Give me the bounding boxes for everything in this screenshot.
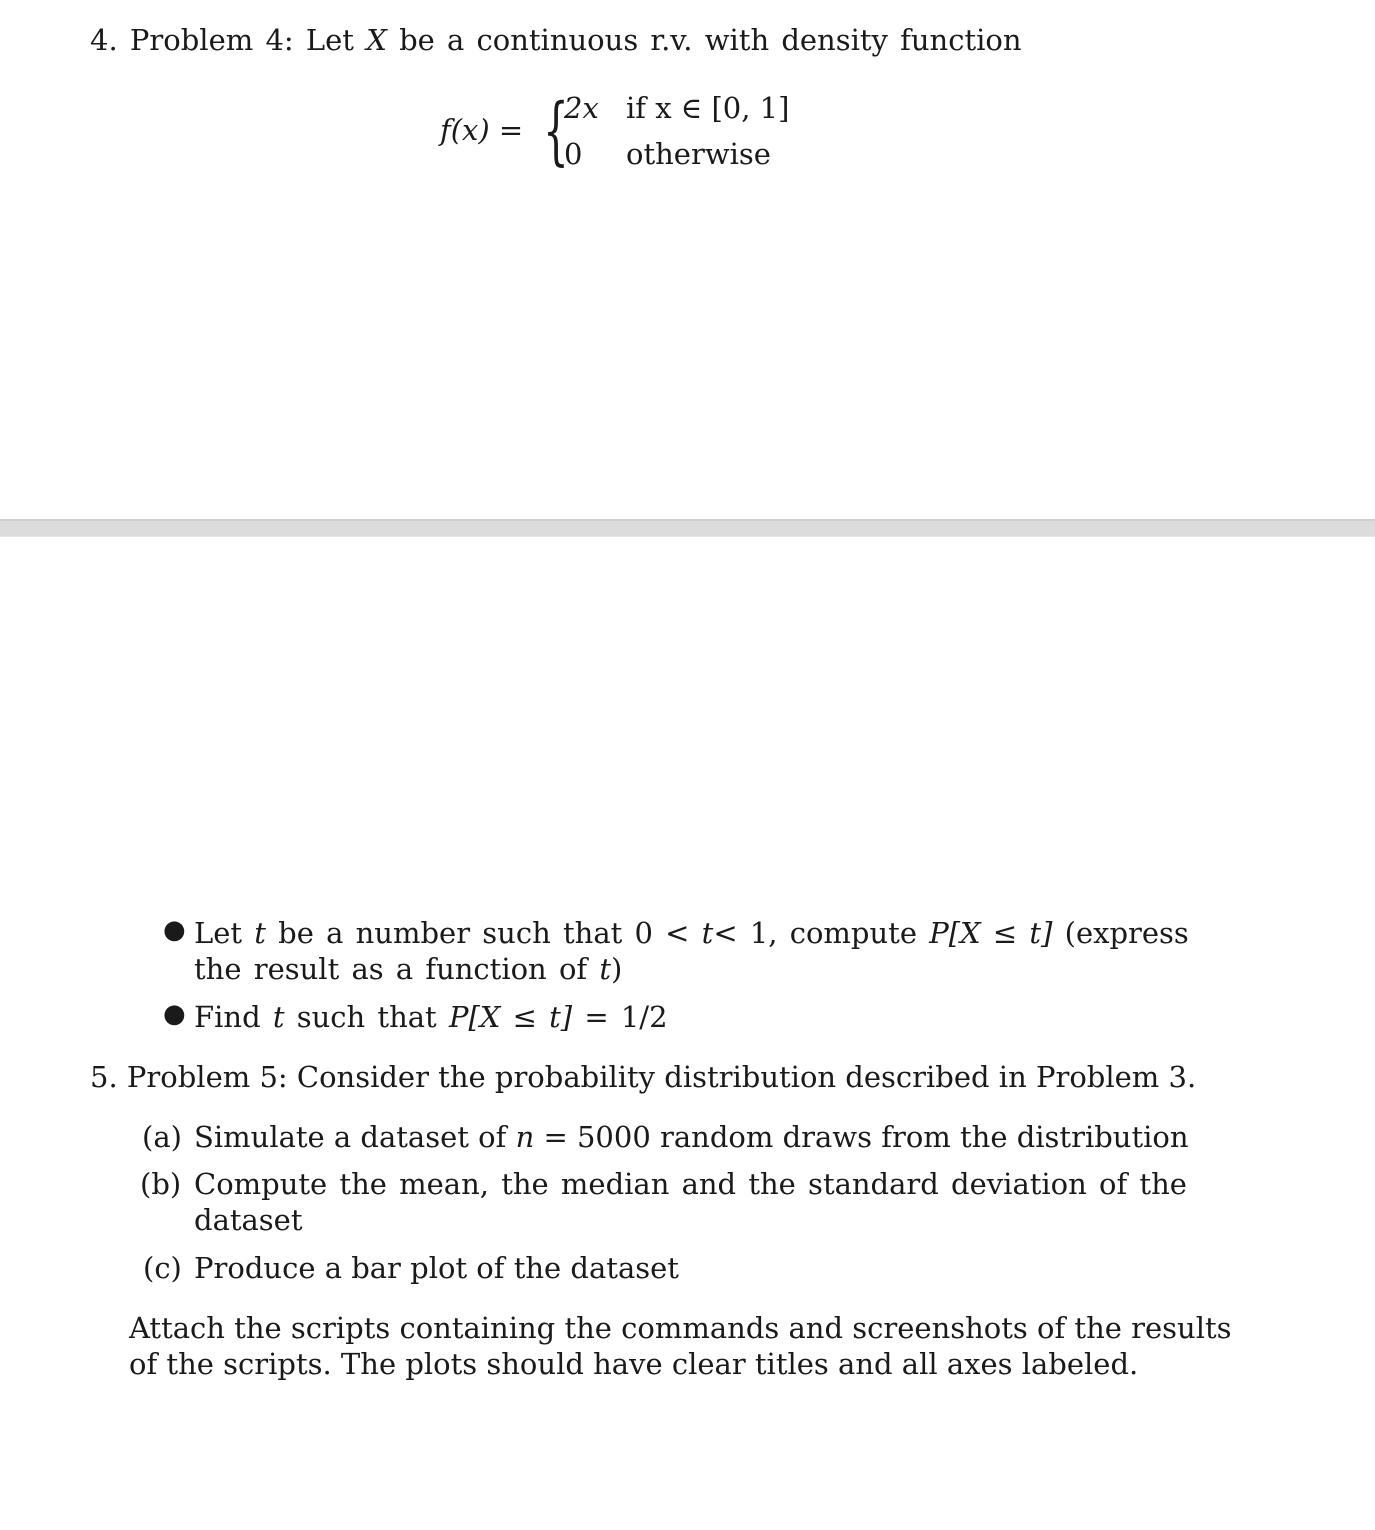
page-separator xyxy=(0,519,1375,537)
problem-4-number: 4. xyxy=(90,23,118,57)
attach-instructions-line-1: Attach the scripts containing the commands and screenshots of the results xyxy=(129,1311,1232,1345)
case-2-value: 0 xyxy=(564,137,583,171)
closing-paren: ) xyxy=(611,952,623,986)
item-a-text-start: Simulate a dataset of xyxy=(194,1120,507,1154)
variable-t: t xyxy=(272,1000,285,1034)
problem-5-intro xyxy=(90,1059,1196,1095)
variable-t: t xyxy=(254,916,266,950)
case-2-condition: otherwise xyxy=(626,137,771,171)
bullet-dot-icon: ● xyxy=(163,999,186,1029)
case-1-value: 2x xyxy=(564,91,599,125)
problem-4-intro-start: Problem 4: Let xyxy=(129,23,354,57)
variable-t: t xyxy=(701,916,714,950)
variable-n: n xyxy=(515,1120,535,1154)
item-a-text-end: = 5000 random draws from the distribution xyxy=(543,1120,1189,1154)
item-b-label: (b) xyxy=(140,1167,182,1201)
probability-expression: P[X ≤ t] xyxy=(929,916,1053,950)
item-a-label: (a) xyxy=(142,1120,182,1154)
variable-t: t xyxy=(599,952,612,986)
attach-instructions-line-2: of the scripts. The plots should have clear titles and all axes labeled. xyxy=(129,1347,1139,1381)
bullet-1-text-b: be a number such that 0 < xyxy=(278,916,690,950)
density-formula xyxy=(440,85,800,180)
bullet-1-line-1 xyxy=(194,915,1189,951)
case-1-condition: if x ∈ [0, 1] xyxy=(626,91,790,125)
probability-expression: P[X ≤ t] xyxy=(448,1000,573,1034)
formula-lhs: f(x) = xyxy=(440,113,524,147)
bullet-1-line-2 xyxy=(194,951,622,987)
problem-5-intro-text: Problem 5: Consider the probability distribution described in Problem 3. xyxy=(126,1060,1197,1094)
problem-5-number: 5. xyxy=(90,1060,118,1094)
problem-4-intro xyxy=(90,22,1022,58)
variable-x: X xyxy=(366,23,387,57)
bullet-2-text-c: = 1/2 xyxy=(584,1000,668,1034)
item-b-line-1: Compute the mean, the median and the standard deviation of the xyxy=(194,1167,1187,1201)
bullet-1-text-d: (express xyxy=(1064,916,1189,950)
item-c-label: (c) xyxy=(143,1251,182,1285)
bullet-dot-icon: ● xyxy=(163,915,186,945)
item-b-line-2: dataset xyxy=(194,1203,303,1237)
bullet-2-text-a: Find xyxy=(194,1000,261,1034)
item-c-text: Produce a bar plot of the dataset xyxy=(194,1251,679,1285)
left-brace-icon: { xyxy=(543,88,569,174)
item-a-text xyxy=(194,1119,1189,1155)
bullet-1-line-2-text: the result as a function of xyxy=(194,952,588,986)
bullet-1-text-a: Let xyxy=(194,916,243,950)
bullet-2-line-1 xyxy=(194,999,668,1035)
bullet-1-text-c: < 1, compute xyxy=(713,916,917,950)
bullet-2-text-b: such that xyxy=(296,1000,437,1034)
problem-4-intro-end: be a continuous r.v. with density function xyxy=(399,23,1022,57)
